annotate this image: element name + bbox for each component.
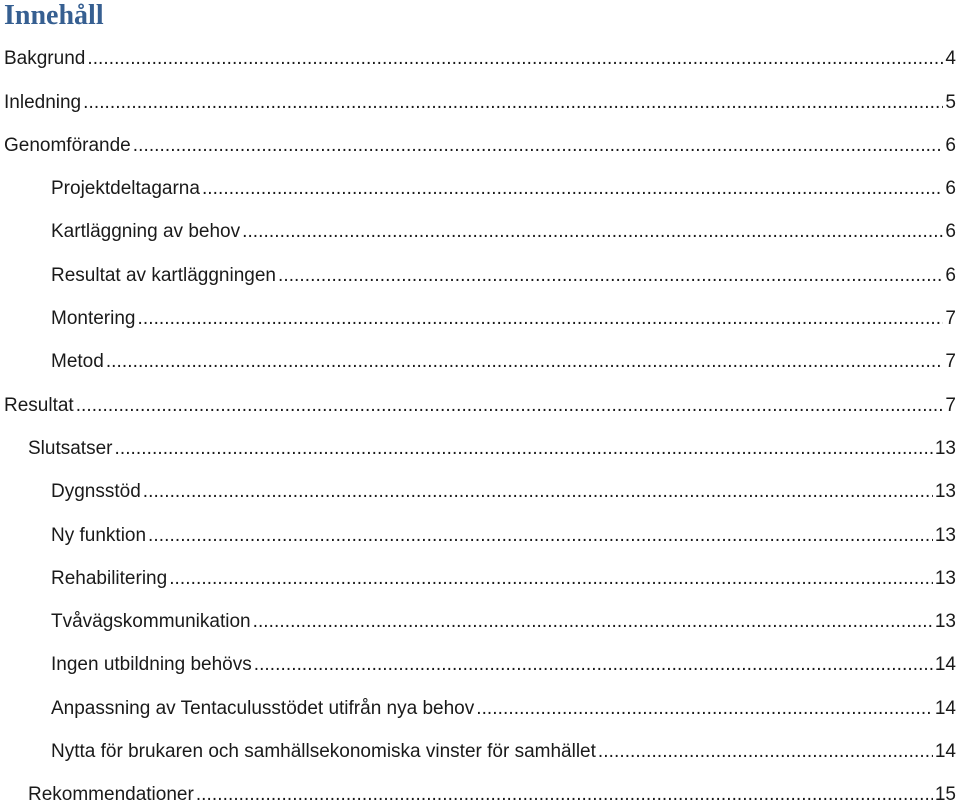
toc-entry-page-number[interactable]: 14: [934, 741, 956, 763]
toc-entry-title[interactable]: Slutsatser: [28, 437, 113, 459]
dot-leader: [83, 92, 943, 114]
toc-entry-title[interactable]: Ny funktion: [51, 524, 147, 546]
toc-entry-page-number[interactable]: 6: [945, 178, 956, 200]
dot-leader: [169, 568, 933, 590]
toc-entry[interactable]: [0, 376, 960, 419]
dot-leader: [476, 698, 933, 720]
toc-entry-title[interactable]: Ingen utbildning behövs: [51, 654, 252, 676]
dot-leader: [254, 654, 933, 676]
toc-entry[interactable]: [0, 246, 960, 289]
toc-entry-page-number[interactable]: 6: [945, 221, 956, 243]
toc-list: [0, 30, 960, 809]
toc-entry[interactable]: [0, 506, 960, 549]
toc-entry[interactable]: [0, 679, 960, 722]
toc-entry[interactable]: [0, 117, 960, 160]
dot-leader: [242, 221, 943, 243]
toc-entry-page-number[interactable]: 7: [945, 308, 956, 330]
toc-entry-title[interactable]: Montering: [51, 308, 136, 330]
toc-entry-title[interactable]: Metod: [51, 351, 104, 373]
toc-entry[interactable]: [0, 333, 960, 376]
toc-entry[interactable]: [0, 463, 960, 506]
dot-leader: [106, 351, 944, 373]
toc-entry-title[interactable]: Bakgrund: [4, 48, 86, 70]
toc-entry-page-number[interactable]: 14: [934, 697, 956, 719]
toc-entry-page-number[interactable]: 5: [945, 91, 956, 113]
toc-entry-title[interactable]: Tvåvägskommunikation: [51, 611, 251, 633]
toc-entry[interactable]: [0, 160, 960, 203]
dot-leader: [138, 308, 944, 330]
toc-entry-title[interactable]: Dygnsstöd: [51, 481, 141, 503]
toc-entry-page-number[interactable]: 7: [945, 351, 956, 373]
toc-entry-title[interactable]: Nytta för brukaren och samhällsekonomiska vinster för samhället: [51, 741, 596, 763]
toc-entry-title[interactable]: Resultat: [4, 394, 74, 416]
toc-entry-page-number[interactable]: 7: [945, 394, 956, 416]
toc-entry-title[interactable]: Projektdeltagarna: [51, 178, 200, 200]
toc-entry[interactable]: [0, 550, 960, 593]
toc-entry[interactable]: [0, 73, 960, 116]
dot-leader: [76, 395, 944, 417]
dot-leader: [196, 784, 933, 806]
toc-entry[interactable]: [0, 420, 960, 463]
toc-entry[interactable]: [0, 30, 960, 73]
dot-leader: [253, 611, 933, 633]
toc-entry[interactable]: [0, 290, 960, 333]
toc-entry-title[interactable]: Rekommendationer: [28, 784, 194, 806]
dot-leader: [148, 525, 933, 547]
toc-entry[interactable]: [0, 593, 960, 636]
toc-entry-title[interactable]: Inledning: [4, 91, 82, 113]
dot-leader: [133, 135, 944, 157]
toc-entry[interactable]: [0, 636, 960, 679]
toc-entry-page-number[interactable]: 4: [945, 48, 956, 70]
dot-leader: [87, 48, 943, 70]
dot-leader: [598, 741, 933, 763]
toc-entry-page-number[interactable]: 6: [945, 134, 956, 156]
toc-entry-title[interactable]: Resultat av kartläggningen: [51, 264, 276, 286]
toc-entry-title[interactable]: Rehabilitering: [51, 567, 168, 589]
toc-entry-title[interactable]: Kartläggning av behov: [51, 221, 241, 243]
toc-entry-page-number[interactable]: 6: [945, 264, 956, 286]
dot-leader: [202, 178, 943, 200]
toc-entry-page-number[interactable]: 13: [934, 481, 956, 503]
dot-leader: [143, 481, 933, 503]
toc-entry-page-number[interactable]: 13: [934, 524, 956, 546]
toc-entry-page-number[interactable]: 15: [934, 784, 956, 806]
toc-entry-page-number[interactable]: 13: [934, 567, 956, 589]
toc-heading: Innehåll: [4, 0, 104, 31]
toc-entry[interactable]: [0, 723, 960, 766]
toc-entry-page-number[interactable]: 13: [934, 437, 956, 459]
dot-leader: [114, 438, 932, 460]
toc-entry-title[interactable]: Genomförande: [4, 134, 131, 156]
toc-entry-page-number[interactable]: 14: [934, 654, 956, 676]
toc-entry-title[interactable]: Anpassning av Tentaculusstödet utifrån nya behov: [51, 697, 475, 719]
dot-leader: [278, 265, 943, 287]
toc-entry[interactable]: [0, 203, 960, 246]
toc-entry-page-number[interactable]: 13: [934, 611, 956, 633]
toc-entry[interactable]: [0, 766, 960, 809]
